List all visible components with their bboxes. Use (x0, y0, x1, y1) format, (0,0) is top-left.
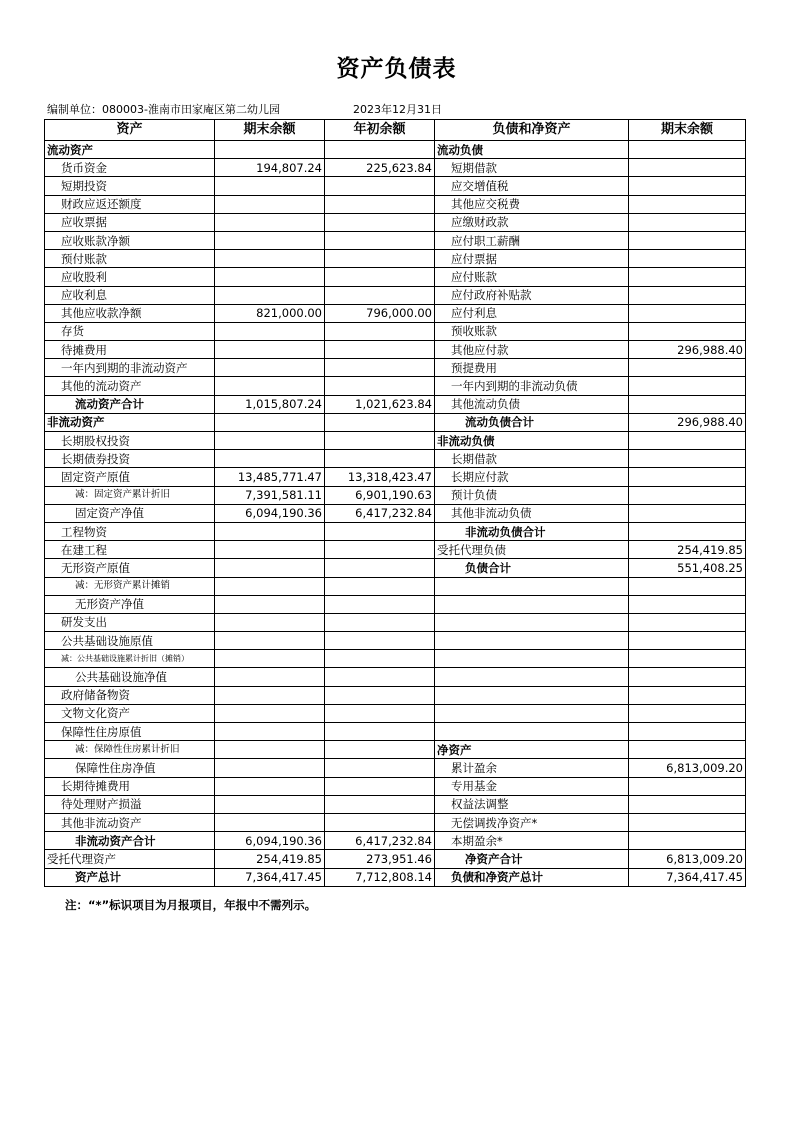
liability-end-balance-cell (629, 231, 746, 249)
asset-end-balance-cell: 821,000.00 (215, 304, 325, 322)
asset-item-cell: 固定资产净值 (45, 504, 215, 522)
asset-begin-balance-cell: 796,000.00 (325, 304, 435, 322)
asset-item-cell: 公共基础设施原值 (45, 632, 215, 650)
asset-begin-balance-cell (325, 359, 435, 377)
asset-end-balance-cell (215, 177, 325, 195)
asset-begin-balance-cell (325, 250, 435, 268)
asset-begin-balance-cell: 7,712,808.14 (325, 868, 435, 886)
table-row (45, 395, 746, 413)
asset-item-cell: 存货 (45, 322, 215, 340)
liability-item-cell: 净资产 (435, 741, 629, 759)
liability-end-balance-cell (629, 359, 746, 377)
asset-item-cell: 在建工程 (45, 541, 215, 559)
page-title: 资产负债表 (336, 56, 457, 82)
table-row (45, 832, 746, 850)
asset-begin-balance-cell (325, 432, 435, 450)
table-row (45, 868, 746, 886)
liability-end-balance-cell (629, 795, 746, 813)
liability-end-balance-cell (629, 141, 746, 159)
liability-item-cell: 负债和净资产总计 (435, 868, 629, 886)
liability-item-cell (435, 613, 629, 631)
asset-end-balance-cell: 254,419.85 (215, 850, 325, 868)
liability-item-cell: 长期借款 (435, 450, 629, 468)
liability-item-cell: 应付职工薪酬 (435, 231, 629, 249)
asset-begin-balance-cell (325, 177, 435, 195)
liability-end-balance-cell (629, 650, 746, 668)
asset-item-cell: 受托代理资产 (45, 850, 215, 868)
asset-begin-balance-cell (325, 650, 435, 668)
liability-end-balance-cell: 7,364,417.45 (629, 868, 746, 886)
asset-end-balance-cell (215, 413, 325, 431)
liability-item-cell (435, 704, 629, 722)
liability-end-balance-cell (629, 777, 746, 795)
asset-begin-balance-cell (325, 377, 435, 395)
asset-item-cell: 流动资产合计 (45, 395, 215, 413)
asset-item-cell: 非流动资产合计 (45, 832, 215, 850)
liability-item-cell (435, 668, 629, 686)
liability-item-cell: 累计盈余 (435, 759, 629, 777)
asset-begin-balance-cell (325, 541, 435, 559)
table-row (45, 668, 746, 686)
liability-item-cell: 权益法调整 (435, 795, 629, 813)
liability-end-balance-cell: 551,408.25 (629, 559, 746, 577)
liability-item-cell (435, 650, 629, 668)
liability-end-balance-cell: 6,813,009.20 (629, 759, 746, 777)
liability-end-balance-cell (629, 213, 746, 231)
asset-end-balance-cell (215, 686, 325, 704)
liability-item-cell: 应付票据 (435, 250, 629, 268)
liability-end-balance-cell (629, 704, 746, 722)
header-assets: 资产 (45, 120, 215, 141)
table-row (45, 322, 746, 340)
liability-end-balance-cell (629, 322, 746, 340)
asset-begin-balance-cell (325, 141, 435, 159)
liability-item-cell: 专用基金 (435, 777, 629, 795)
header-assets-end-balance: 期末余额 (215, 120, 325, 141)
asset-item-cell: 保障性住房净值 (45, 759, 215, 777)
asset-item-cell: 资产总计 (45, 868, 215, 886)
liability-end-balance-cell (629, 832, 746, 850)
table-row (45, 704, 746, 722)
liability-item-cell: 负债合计 (435, 559, 629, 577)
table-row (45, 777, 746, 795)
table-row (45, 377, 746, 395)
liability-end-balance-cell (629, 668, 746, 686)
table-row (45, 468, 746, 486)
asset-begin-balance-cell (325, 704, 435, 722)
asset-item-cell: 长期待摊费用 (45, 777, 215, 795)
liability-item-cell: 本期盈余* (435, 832, 629, 850)
asset-begin-balance-cell: 273,951.46 (325, 850, 435, 868)
asset-end-balance-cell (215, 341, 325, 359)
header-liabilities-end-balance: 期末余额 (629, 120, 746, 141)
asset-end-balance-cell (215, 195, 325, 213)
table-row (45, 577, 746, 595)
asset-item-cell: 非流动资产 (45, 413, 215, 431)
table-row (45, 650, 746, 668)
asset-item-cell: 研发支出 (45, 613, 215, 631)
liability-item-cell (435, 723, 629, 741)
liability-end-balance-cell (629, 486, 746, 504)
asset-begin-balance-cell (325, 450, 435, 468)
asset-begin-balance-cell (325, 723, 435, 741)
liability-end-balance-cell (629, 813, 746, 831)
asset-begin-balance-cell (325, 213, 435, 231)
table-row (45, 559, 746, 577)
liability-end-balance-cell (629, 250, 746, 268)
table-row (45, 450, 746, 468)
liability-end-balance-cell (629, 504, 746, 522)
asset-begin-balance-cell (325, 741, 435, 759)
liability-item-cell (435, 632, 629, 650)
asset-item-cell: 公共基础设施净值 (45, 668, 215, 686)
table-row (45, 541, 746, 559)
asset-item-cell: 流动资产 (45, 141, 215, 159)
table-row (45, 286, 746, 304)
asset-end-balance-cell (215, 213, 325, 231)
asset-begin-balance-cell (325, 777, 435, 795)
liability-end-balance-cell (629, 632, 746, 650)
asset-begin-balance-cell (325, 795, 435, 813)
table-row (45, 613, 746, 631)
table-row (45, 213, 746, 231)
asset-end-balance-cell: 7,391,581.11 (215, 486, 325, 504)
liability-end-balance-cell (629, 177, 746, 195)
asset-end-balance-cell: 13,485,771.47 (215, 468, 325, 486)
asset-item-cell: 无形资产净值 (45, 595, 215, 613)
asset-item-cell: 应收利息 (45, 286, 215, 304)
liability-item-cell (435, 577, 629, 595)
table-row (45, 741, 746, 759)
asset-begin-balance-cell: 225,623.84 (325, 159, 435, 177)
asset-begin-balance-cell (325, 668, 435, 686)
asset-end-balance-cell (215, 359, 325, 377)
asset-item-cell: 保障性住房原值 (45, 723, 215, 741)
asset-end-balance-cell (215, 813, 325, 831)
liability-end-balance-cell (629, 613, 746, 631)
liability-item-cell: 其他流动负债 (435, 395, 629, 413)
table-row (45, 231, 746, 249)
asset-item-cell: 应收股利 (45, 268, 215, 286)
liability-item-cell: 预计负债 (435, 486, 629, 504)
asset-item-cell: 短期投资 (45, 177, 215, 195)
asset-end-balance-cell: 1,015,807.24 (215, 395, 325, 413)
asset-end-balance-cell: 194,807.24 (215, 159, 325, 177)
liability-item-cell: 其他应付款 (435, 341, 629, 359)
asset-end-balance-cell (215, 432, 325, 450)
liability-item-cell: 受托代理负债 (435, 541, 629, 559)
asset-item-cell: 减：固定资产累计折旧 (45, 486, 215, 504)
table-row (45, 177, 746, 195)
liability-end-balance-cell (629, 395, 746, 413)
asset-begin-balance-cell (325, 613, 435, 631)
asset-item-cell: 其他非流动资产 (45, 813, 215, 831)
liability-end-balance-cell (629, 686, 746, 704)
liability-item-cell: 应交增值税 (435, 177, 629, 195)
liability-end-balance-cell: 6,813,009.20 (629, 850, 746, 868)
asset-end-balance-cell (215, 268, 325, 286)
liability-end-balance-cell: 296,988.40 (629, 413, 746, 431)
liability-end-balance-cell (629, 468, 746, 486)
asset-end-balance-cell (215, 541, 325, 559)
liability-end-balance-cell (629, 522, 746, 540)
asset-item-cell: 应收票据 (45, 213, 215, 231)
asset-item-cell: 长期股权投资 (45, 432, 215, 450)
asset-end-balance-cell (215, 759, 325, 777)
liability-item-cell: 长期应付款 (435, 468, 629, 486)
footnote: 注：“*”标识项目为月报项目，年报中不需列示。 (65, 898, 317, 912)
table-row (45, 141, 746, 159)
liability-end-balance-cell (629, 195, 746, 213)
asset-item-cell: 减：无形资产累计摊销 (45, 577, 215, 595)
table-row (45, 304, 746, 322)
asset-item-cell: 文物文化资产 (45, 704, 215, 722)
liability-end-balance-cell (629, 741, 746, 759)
asset-end-balance-cell (215, 231, 325, 249)
table-row (45, 759, 746, 777)
asset-begin-balance-cell (325, 286, 435, 304)
liability-item-cell: 应付政府补贴款 (435, 286, 629, 304)
asset-begin-balance-cell (325, 632, 435, 650)
asset-end-balance-cell: 6,094,190.36 (215, 504, 325, 522)
liability-item-cell: 应付利息 (435, 304, 629, 322)
table-row (45, 195, 746, 213)
liability-end-balance-cell (629, 723, 746, 741)
liability-end-balance-cell (629, 432, 746, 450)
liability-item-cell: 非流动负债 (435, 432, 629, 450)
asset-begin-balance-cell (325, 686, 435, 704)
liability-item-cell: 应缴财政款 (435, 213, 629, 231)
asset-begin-balance-cell (325, 341, 435, 359)
liability-end-balance-cell: 296,988.40 (629, 341, 746, 359)
table-row (45, 813, 746, 831)
asset-end-balance-cell (215, 322, 325, 340)
asset-end-balance-cell (215, 522, 325, 540)
liability-item-cell: 预收账款 (435, 322, 629, 340)
header-assets-begin-balance: 年初余额 (325, 120, 435, 141)
liability-end-balance-cell (629, 595, 746, 613)
asset-item-cell: 固定资产原值 (45, 468, 215, 486)
liability-end-balance-cell (629, 577, 746, 595)
asset-begin-balance-cell (325, 595, 435, 613)
liability-end-balance-cell (629, 304, 746, 322)
table-row (45, 632, 746, 650)
liability-item-cell: 其他非流动负债 (435, 504, 629, 522)
liability-item-cell: 短期借款 (435, 159, 629, 177)
asset-end-balance-cell (215, 286, 325, 304)
liability-item-cell: 一年内到期的非流动负债 (435, 377, 629, 395)
asset-end-balance-cell (215, 559, 325, 577)
asset-item-cell: 待处理财产损溢 (45, 795, 215, 813)
liability-end-balance-cell: 254,419.85 (629, 541, 746, 559)
asset-end-balance-cell (215, 741, 325, 759)
asset-begin-balance-cell: 1,021,623.84 (325, 395, 435, 413)
asset-begin-balance-cell (325, 559, 435, 577)
liability-end-balance-cell (629, 268, 746, 286)
asset-end-balance-cell (215, 632, 325, 650)
asset-begin-balance-cell (325, 231, 435, 249)
liability-item-cell: 流动负债 (435, 141, 629, 159)
table-row (45, 522, 746, 540)
asset-item-cell: 政府储备物资 (45, 686, 215, 704)
asset-item-cell: 财政应返还额度 (45, 195, 215, 213)
liability-end-balance-cell (629, 450, 746, 468)
asset-item-cell: 货币资金 (45, 159, 215, 177)
liability-item-cell: 其他应交税费 (435, 195, 629, 213)
liability-item-cell: 应付账款 (435, 268, 629, 286)
asset-begin-balance-cell (325, 322, 435, 340)
table-row (45, 159, 746, 177)
table-row (45, 413, 746, 431)
asset-begin-balance-cell (325, 577, 435, 595)
liability-end-balance-cell (629, 377, 746, 395)
asset-item-cell: 其他的流动资产 (45, 377, 215, 395)
asset-item-cell: 一年内到期的非流动资产 (45, 359, 215, 377)
asset-item-cell: 待摊费用 (45, 341, 215, 359)
table-row (45, 250, 746, 268)
liability-item-cell: 流动负债合计 (435, 413, 629, 431)
asset-begin-balance-cell (325, 413, 435, 431)
asset-item-cell: 预付账款 (45, 250, 215, 268)
asset-end-balance-cell (215, 450, 325, 468)
asset-end-balance-cell (215, 777, 325, 795)
asset-begin-balance-cell: 13,318,423.47 (325, 468, 435, 486)
asset-begin-balance-cell (325, 268, 435, 286)
asset-item-cell: 减：保障性住房累计折旧 (45, 741, 215, 759)
table-row (45, 268, 746, 286)
asset-begin-balance-cell (325, 195, 435, 213)
asset-item-cell: 减：公共基础设施累计折旧（摊销） (45, 650, 215, 668)
asset-end-balance-cell: 7,364,417.45 (215, 868, 325, 886)
report-date: 2023年12月31日 (353, 103, 442, 116)
asset-end-balance-cell (215, 650, 325, 668)
header-liabilities: 负债和净资产 (435, 120, 629, 141)
asset-item-cell: 长期债券投资 (45, 450, 215, 468)
asset-end-balance-cell (215, 704, 325, 722)
asset-item-cell: 其他应收款净额 (45, 304, 215, 322)
table-row (45, 850, 746, 868)
table-row (45, 723, 746, 741)
asset-begin-balance-cell (325, 759, 435, 777)
asset-end-balance-cell (215, 377, 325, 395)
table-row (45, 486, 746, 504)
reporting-unit: 编制单位：080003-淮南市田家庵区第二幼儿园 (47, 103, 280, 116)
table-row (45, 341, 746, 359)
table-row (45, 795, 746, 813)
liability-end-balance-cell (629, 159, 746, 177)
asset-end-balance-cell (215, 795, 325, 813)
asset-begin-balance-cell: 6,417,232.84 (325, 504, 435, 522)
liability-item-cell (435, 595, 629, 613)
liability-item-cell: 非流动负债合计 (435, 522, 629, 540)
asset-begin-balance-cell (325, 813, 435, 831)
asset-end-balance-cell (215, 723, 325, 741)
asset-end-balance-cell (215, 141, 325, 159)
liability-item-cell: 预提费用 (435, 359, 629, 377)
table-row (45, 686, 746, 704)
asset-begin-balance-cell: 6,901,190.63 (325, 486, 435, 504)
table-row (45, 359, 746, 377)
asset-end-balance-cell: 6,094,190.36 (215, 832, 325, 850)
asset-end-balance-cell (215, 668, 325, 686)
asset-begin-balance-cell (325, 522, 435, 540)
table-row (45, 432, 746, 450)
asset-item-cell: 应收账款净额 (45, 231, 215, 249)
asset-end-balance-cell (215, 613, 325, 631)
header-row (45, 120, 746, 141)
asset-begin-balance-cell: 6,417,232.84 (325, 832, 435, 850)
asset-item-cell: 工程物资 (45, 522, 215, 540)
liability-item-cell: 无偿调拨净资产* (435, 813, 629, 831)
asset-end-balance-cell (215, 250, 325, 268)
liability-item-cell (435, 686, 629, 704)
balance-sheet-table (44, 119, 746, 887)
asset-item-cell: 无形资产原值 (45, 559, 215, 577)
asset-end-balance-cell (215, 595, 325, 613)
liability-item-cell: 净资产合计 (435, 850, 629, 868)
asset-end-balance-cell (215, 577, 325, 595)
table-row (45, 504, 746, 522)
table-row (45, 595, 746, 613)
liability-end-balance-cell (629, 286, 746, 304)
